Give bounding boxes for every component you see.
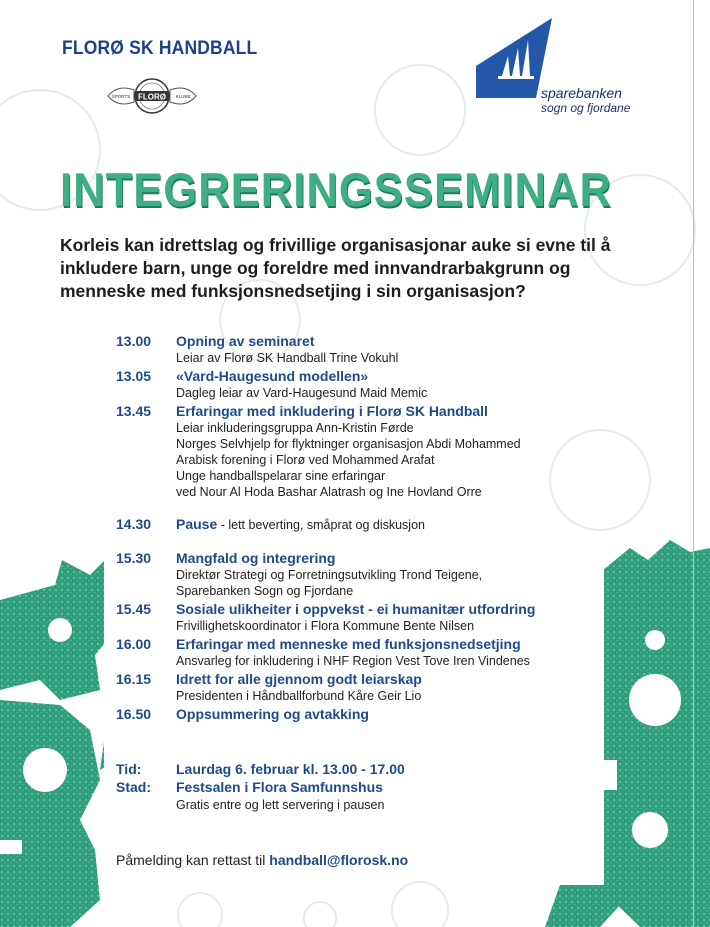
club-logo-text: FLORØ (138, 92, 166, 102)
place-label: Stad: (116, 779, 151, 795)
schedule-time: 15.45 (116, 601, 152, 617)
schedule-title-line (176, 550, 656, 567)
schedule-item (116, 368, 656, 401)
event-time-row (116, 761, 405, 778)
schedule-title-line (176, 368, 656, 385)
schedule-time: 16.15 (116, 671, 152, 687)
schedule-detail: Leiar av Florø SK Handball Trine Vokuhl (176, 351, 399, 365)
schedule-title-extra: - lett beverting, småprat og diskusjon (217, 518, 425, 532)
club-logo-left-text: SPORTS (111, 94, 131, 99)
schedule-title: Mangfald og integrering (176, 550, 336, 566)
signup-text: Påmelding kan rettast til (116, 852, 270, 868)
schedule-entry (176, 706, 656, 723)
schedule-title: Erfaringar med menneske med funksjonsnedsetjing (176, 636, 521, 652)
bank-name: sparebanken (541, 85, 622, 101)
schedule-time: 16.00 (116, 636, 152, 652)
signup-email-link[interactable]: handball@florosk.no (269, 852, 409, 868)
schedule-title-line (176, 706, 656, 723)
schedule-detail: Presidenten i Håndballforbund Kåre Geir Lio (176, 689, 422, 703)
event-note: Gratis entre og lett servering i pausen (176, 798, 385, 812)
schedule-detail: Ansvarleg for inkludering i NHF Region Vest Tove Iren Vindenes (176, 654, 530, 668)
signup-line (116, 852, 408, 868)
schedule-title: Idrett for alle gjennom godt leiarskap (176, 671, 422, 687)
schedule-item (116, 550, 656, 599)
schedule-detail: Sparebanken Sogn og Fjordane (176, 584, 354, 598)
schedule-item (116, 601, 656, 634)
schedule-entry (176, 550, 656, 599)
schedule-item (116, 636, 656, 669)
schedule-title: Sosiale ulikheiter i oppvekst - ei humanitær utfordring (176, 601, 536, 617)
schedule-time: 13.00 (116, 333, 152, 349)
schedule-detail: ved Nour Al Hoda Bashar Alatrash og Ine Hovland Orre (176, 485, 482, 499)
schedule-detail: Norges Selvhjelp for flyktninger organisasjon Abdi Mohammed (176, 437, 521, 451)
schedule-entry (176, 601, 656, 634)
schedule-title-line (176, 636, 656, 653)
schedule-entry (176, 516, 656, 534)
club-logo (104, 76, 200, 116)
schedule-title-line (176, 516, 656, 534)
schedule-time: 16.50 (116, 706, 152, 722)
schedule-detail: Direktør Strategi og Forretningsutvikling Trond Teigene, (176, 568, 483, 582)
schedule-title: Oppsummering og avtakking (176, 706, 369, 722)
place-value: Festsalen i Flora Samfunnshus (176, 779, 383, 795)
time-value: Laurdag 6. februar kl. 13.00 - 17.00 (176, 761, 405, 777)
schedule-detail: Unge handballspelarar sine erfaringar (176, 469, 386, 483)
schedule-list (116, 333, 656, 725)
schedule-item (116, 333, 656, 366)
schedule-title: Opning av seminaret (176, 333, 315, 349)
schedule-time: 15.30 (116, 550, 152, 566)
schedule-title-line (176, 333, 656, 350)
schedule-title-line (176, 403, 656, 420)
schedule-title: Erfaringar med inkludering i Florø SK Handball (176, 403, 488, 419)
schedule-item (116, 706, 656, 723)
schedule-entry (176, 333, 656, 366)
schedule-detail: Leiar inkluderingsgruppa Ann-Kristin Førde (176, 421, 414, 435)
schedule-detail: Frivillighetskoordinator i Flora Kommune Bente Nilsen (176, 619, 475, 633)
time-label: Tid: (116, 761, 142, 777)
schedule-item (116, 671, 656, 704)
schedule-title-line (176, 671, 656, 688)
bank-subname: sogn og fjordane (541, 101, 631, 115)
intro-question: Korleis kan idrettslag og frivillige organisasjonar auke si evne til å inkludere barn, unge og foreldre med innvandrarbakgrunn og menneske med funksjonsnedsetjing i sin organisasjon? (60, 235, 611, 301)
schedule-title: «Vard-Haugesund modellen» (176, 368, 369, 384)
schedule-detail: Dagleg leiar av Vard-Haugesund Maid Memic (176, 386, 428, 400)
schedule-time: 13.45 (116, 403, 152, 419)
schedule-entry (176, 636, 656, 669)
schedule-entry (176, 671, 656, 704)
event-place-row (116, 779, 405, 796)
page-title: INTEGRERINGSSEMINAR (60, 163, 612, 216)
schedule-entry (176, 368, 656, 401)
club-logo-right-text: KLUBB (175, 94, 191, 99)
schedule-time: 13.05 (116, 368, 152, 384)
event-info (116, 761, 405, 813)
schedule-detail: Arabisk forening i Florø ved Mohammed Arafat (176, 453, 435, 467)
club-name: FLORØ SK HANDBALL (62, 38, 258, 59)
schedule-title-line (176, 601, 656, 618)
schedule-time: 14.30 (116, 516, 152, 532)
schedule-title: Pause (176, 516, 218, 532)
schedule-item (116, 403, 656, 500)
schedule-entry (176, 403, 656, 500)
schedule-item (116, 516, 656, 534)
